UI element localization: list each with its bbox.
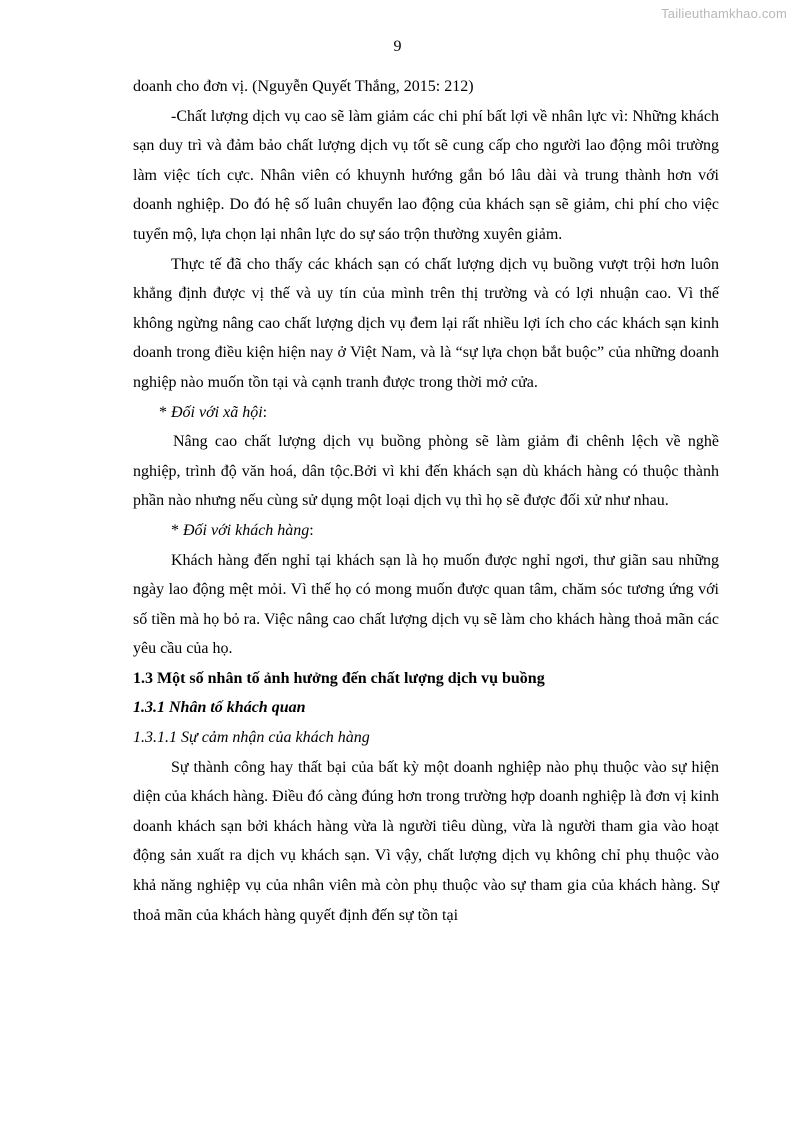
watermark: Tailieuthamkhao.com [661,6,787,21]
page-number: 9 [393,38,402,55]
section-heading: 1.3 Một số nhân tố ảnh hưởng đến chất lượng dịch vụ buồng [133,669,545,687]
subheading-customer [133,516,719,546]
bullet-marker: * [171,521,183,539]
subheading-society [133,398,719,428]
subsection-heading: 1.3.1 Nhân tố khách quan [133,699,306,717]
subheading-colon: : [309,521,314,539]
subheading-colon: : [262,403,268,421]
sub-subsection-heading: 1.3.1.1 Sự cảm nhận của khách hàng [133,729,370,747]
paragraph: Khách hàng đến nghỉ tại khách sạn là họ muốn được nghỉ ngơi, thư giãn sau những ngày lao động mệt mỏi. Vì thế họ có mong muốn được quan tâm, chăm sóc tương ứng với số tiền mà họ bỏ ra. Việc nâng cao chất lượng dịch vụ sẽ làm cho khách hàng thoả mãn các yêu cầu của họ. [133,551,719,658]
paragraph: -Chất lượng dịch vụ cao sẽ làm giảm các chi phí bất lợi về nhân lực vì: Những khách sạn duy trì và đảm bảo chất lượng dịch vụ tốt sẽ cung cấp cho người lao động môi trường làm việc tích cực. Nhân viên có khuynh hướng gắn bó lâu dài và trung thành hơn với doanh nghiệp. Do đó hệ số luân chuyển lao động của khách sạn sẽ giảm, chi phí cho việc tuyển mộ, lựa chọn lại nhân lực do sự sáo trộn thường xuyên giảm. [133,107,719,243]
document-body [133,72,719,930]
subheading-text: Đối với khách hàng [183,521,310,539]
paragraph: Thực tế đã cho thấy các khách sạn có chất lượng dịch vụ buồng vượt trội hơn luôn khẳng định được vị thế và uy tín của mình trên thị trường và có lợi nhuận cao. Vì thế không ngừng nâng cao chất lượng dịch vụ đem lại rất nhiều lợi ích cho các khách sạn kinh doanh trong điều kiện hiện nay ở Việt Nam, và là “sự lựa chọn bắt buộc” của những doanh nghiệp nào muốn tồn tại và cạnh tranh được trong thời mở cửa. [133,255,719,391]
subheading-text: Đối với xã hội [171,403,263,421]
paragraph: doanh cho đơn vị. (Nguyễn Quyết Thắng, 2015: 212) [133,78,474,95]
paragraph: Sự thành công hay thất bại của bất kỳ một doanh nghiệp nào phụ thuộc vào sự hiện diện của khách hàng. Điều đó càng đúng hơn trong trường hợp doanh nghiệp là đơn vị kinh doanh khách sạn bởi khách hàng vừa là người tiêu dùng, vừa là người tham gia vào hoạt động sản xuất ra dịch vụ khách sạn. Vì vậy, chất lượng dịch vụ không chỉ phụ thuộc vào khả năng nghiệp vụ của nhân viên mà còn phụ thuộc vào sự tham gia của khách hàng. Sự thoả mãn của khách hàng quyết định đến sự tồn tại [133,758,719,924]
bullet-marker: * [159,403,171,421]
paragraph: Nâng cao chất lượng dịch vụ buồng phòng sẽ làm giảm đi chênh lệch về nghề nghiệp, trình độ văn hoá, dân tộc.Bởi vì khi đến khách sạn dù khách hàng có thuộc thành phần nào nhưng nếu cùng sử dụng một loại dịch vụ thì họ sẽ được đối xử như nhau. [133,433,719,510]
